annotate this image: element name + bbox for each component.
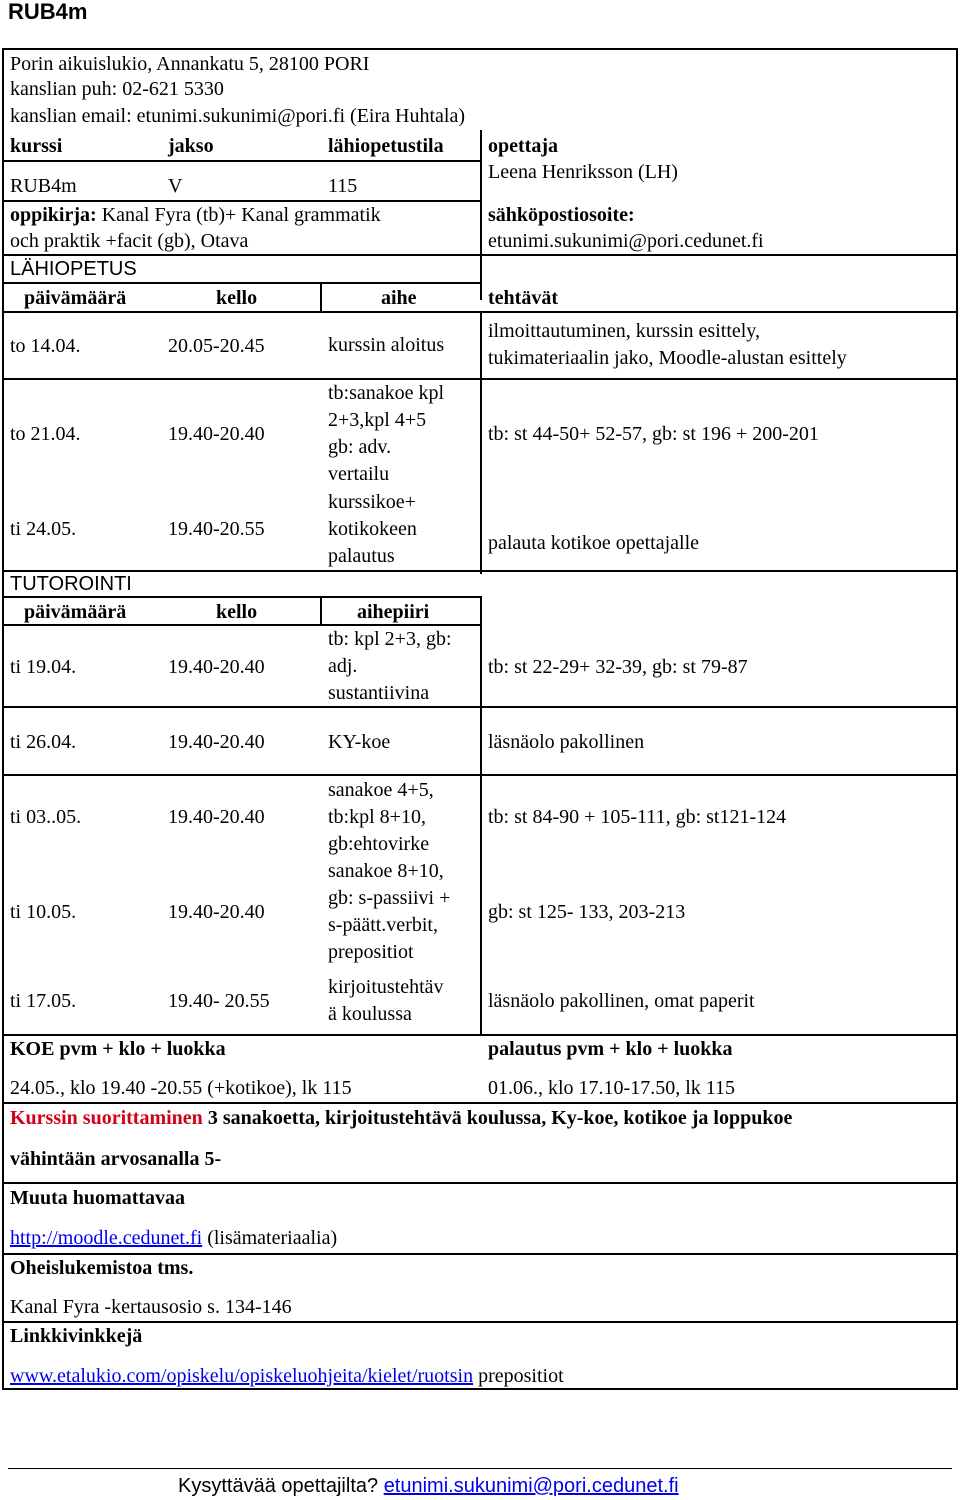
topic-line: kurssikoe+ <box>328 491 416 513</box>
lahi-row-tasks: tb: st 44-50+ 52-57, gb: st 196 + 200-201 <box>488 423 819 445</box>
etalukio-link[interactable]: www.etalukio.com/opiskelu/opiskeluohjeita/kielet/ruotsin <box>10 1365 474 1387</box>
return-value: 01.06., klo 17.10-17.50, lk 115 <box>488 1077 736 1099</box>
extra-reading-text: Kanal Fyra -kertausosio s. 134-146 <box>10 1296 292 1318</box>
textbook-line-2: och praktik +facit (gb), Otava <box>10 230 249 252</box>
course-period: V <box>168 175 183 197</box>
exam-label: KOE pvm + klo + luokka <box>10 1038 226 1060</box>
col-header-jakso: jakso <box>168 135 214 157</box>
lahi-row-topic <box>328 332 444 359</box>
lahi-row-topic <box>328 380 444 488</box>
course-room: 115 <box>328 175 358 197</box>
tut-row-date: ti 19.04. <box>10 656 77 678</box>
section-lahiopetus-title: LÄHIOPETUS <box>10 258 137 280</box>
topic-line: gb:ehtovirke <box>328 833 430 855</box>
col-header-opettaja: opettaja <box>488 135 558 157</box>
divider <box>2 570 958 572</box>
topic-line: sanakoe 8+10, <box>328 860 444 882</box>
footer-rule <box>8 1468 952 1469</box>
divider <box>2 378 958 380</box>
col-divider <box>320 282 322 312</box>
divider <box>2 774 958 776</box>
tut-row-tasks: tb: st 22-29+ 32-39, gb: st 79-87 <box>488 656 748 678</box>
lahi-row-time: 19.40-20.55 <box>168 518 265 540</box>
col-divider <box>480 130 482 300</box>
table-bottom-border <box>2 1388 958 1390</box>
footer-email-link[interactable]: etunimi.sukunimi@pori.cedunet.fi <box>383 1475 679 1497</box>
col-header-kurssi: kurssi <box>10 135 63 157</box>
lahi-header-date: päivämäärä <box>24 287 127 309</box>
tut-row-topic <box>328 777 434 858</box>
topic-line: ä koulussa <box>328 1003 412 1025</box>
completion-text: 3 sanakoetta, kirjoitustehtävä koulussa, Ky-koe, kotikoe ja loppukoe <box>202 1107 793 1129</box>
tut-row-topic: KY-koe <box>328 731 391 753</box>
tut-header-topic: aihepiiri <box>357 601 430 623</box>
tut-header-date: päivämäärä <box>24 601 127 623</box>
col-divider <box>480 311 482 574</box>
col-divider <box>480 596 482 1036</box>
extra-reading-label: Oheislukemistoa tms. <box>10 1257 194 1279</box>
links-line <box>10 1364 564 1388</box>
tut-row-date: ti 26.04. <box>10 731 77 753</box>
school-address: Porin aikuislukio, Annankatu 5, 28100 PORI <box>10 53 370 75</box>
section-tutorointi-title: TUTOROINTI <box>10 573 132 595</box>
links-label: Linkkivinkkejä <box>10 1325 143 1347</box>
task-line: tukimateriaalin jako, Moodle-alustan esittely <box>488 347 847 369</box>
notes-label: Muuta huomattavaa <box>10 1187 186 1209</box>
table-right-border <box>956 48 958 1390</box>
tut-row-tasks: läsnäolo pakollinen <box>488 731 645 753</box>
col-divider <box>320 596 322 624</box>
lahi-header-time: kello <box>216 287 258 309</box>
textbook-value: Kanal Fyra (tb)+ Kanal grammatik <box>101 204 381 226</box>
topic-line: tb:kpl 8+10, <box>328 806 426 828</box>
document-title: RUB4m <box>8 0 88 24</box>
topic-line: kotikokeen <box>328 518 417 540</box>
etalukio-link-note: prepositiot <box>473 1365 564 1387</box>
return-label: palautus pvm + klo + luokka <box>488 1038 733 1060</box>
lahi-row-time: 19.40-20.40 <box>168 423 265 445</box>
notes-line <box>10 1226 337 1250</box>
tut-row-tasks: läsnäolo pakollinen, omat paperit <box>488 990 755 1012</box>
topic-line: s-päätt.verbit, <box>328 914 438 936</box>
lahi-header-tasks: tehtävät <box>488 287 558 309</box>
teacher-email: etunimi.sukunimi@pori.cedunet.fi <box>488 230 764 252</box>
school-phone: kanslian puh: 02-621 5330 <box>10 78 224 100</box>
divider <box>2 1102 958 1104</box>
tut-row-time: 19.40-20.40 <box>168 901 265 923</box>
tut-row-topic <box>328 858 450 966</box>
divider <box>2 596 480 598</box>
topic-line: prepositiot <box>328 941 414 963</box>
lahi-row-topic <box>328 489 417 570</box>
tut-row-topic <box>328 626 452 707</box>
tut-row-time: 19.40-20.40 <box>168 731 265 753</box>
topic-line: adj. <box>328 655 358 677</box>
lahi-row-date: to 14.04. <box>10 335 81 357</box>
lahi-row-date: to 21.04. <box>10 423 81 445</box>
tut-row-topic <box>328 974 444 1028</box>
footer-text: Kysyttävää opettajilta? <box>178 1475 384 1497</box>
tut-header-time: kello <box>216 601 258 623</box>
footer <box>178 1474 679 1498</box>
divider <box>2 1253 958 1255</box>
divider <box>2 200 480 202</box>
topic-line: kirjoitustehtäv <box>328 976 444 998</box>
lahi-header-topic: aihe <box>381 287 417 309</box>
topic-line: palautus <box>328 545 395 567</box>
completion-text-2: vähintään arvosanalla 5- <box>10 1148 222 1170</box>
lahi-row-time: 20.05-20.45 <box>168 335 265 357</box>
tut-row-time: 19.40- 20.55 <box>168 990 270 1012</box>
topic-line: vertailu <box>328 463 390 485</box>
tut-row-time: 19.40-20.40 <box>168 656 265 678</box>
exam-value: 24.05., klo 19.40 -20.55 (+kotikoe), lk 115 <box>10 1077 352 1099</box>
textbook-label: oppikirja: <box>10 204 97 226</box>
topic-line: tb:sanakoe kpl <box>328 382 445 404</box>
tut-row-tasks: gb: st 125- 133, 203-213 <box>488 901 686 923</box>
divider <box>2 160 480 162</box>
email-label: sähköpostiosoite: <box>488 204 635 226</box>
tut-row-time: 19.40-20.40 <box>168 806 265 828</box>
completion-line <box>10 1106 792 1130</box>
divider <box>2 1034 958 1036</box>
tut-row-tasks: tb: st 84-90 + 105-111, gb: st121-124 <box>488 806 787 828</box>
moodle-link[interactable]: http://moodle.cedunet.fi <box>10 1227 203 1249</box>
lahi-row-date: ti 24.05. <box>10 518 77 540</box>
topic-line: gb: s-passiivi + <box>328 887 451 909</box>
divider <box>2 706 958 708</box>
task-line: ilmoittautuminen, kurssin esittely, <box>488 320 761 342</box>
topic-line: kurssin aloitus <box>328 334 445 356</box>
topic-line: tb: kpl 2+3, gb: <box>328 628 452 650</box>
table-top-border <box>2 48 958 50</box>
teacher-name: Leena Henriksson (LH) <box>488 161 678 183</box>
topic-line: gb: adv. <box>328 436 392 458</box>
moodle-link-note: (lisämateriaalia) <box>202 1227 338 1249</box>
course-code: RUB4m <box>10 175 77 197</box>
school-email: kanslian email: etunimi.sukunimi@pori.fi (Eira Huhtala) <box>10 105 465 127</box>
tut-row-date: ti 17.05. <box>10 990 77 1012</box>
divider <box>2 282 480 284</box>
table-left-border <box>2 48 4 1390</box>
lahi-row-tasks <box>488 318 847 372</box>
lahi-row-tasks: palauta kotikoe opettajalle <box>488 532 700 554</box>
tut-row-date: ti 10.05. <box>10 901 77 923</box>
tut-row-date: ti 03..05. <box>10 806 82 828</box>
col-header-lahiopetustila: lähiopetustila <box>328 135 444 157</box>
topic-line: sanakoe 4+5, <box>328 779 434 801</box>
topic-line: 2+3,kpl 4+5 <box>328 409 427 431</box>
divider <box>2 254 958 256</box>
textbook-line-1 <box>10 203 381 227</box>
divider <box>2 1321 958 1323</box>
completion-label: Kurssin suorittaminen <box>10 1107 203 1129</box>
divider <box>2 1182 958 1184</box>
topic-line: sustantiivina <box>328 682 430 704</box>
